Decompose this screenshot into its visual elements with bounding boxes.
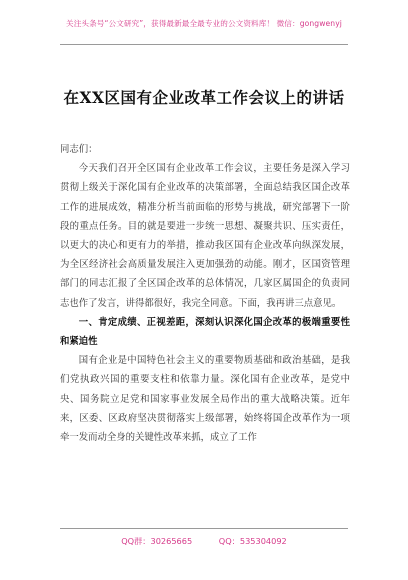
salutation: 同志们： [60,144,98,155]
document-body [60,140,350,447]
footer-qq: QQ：535304092 [218,536,287,546]
header-promo-note: 关注头条号“公文研究”，获得最新最全最专业的公文资料库！ 微信：gongwenyj [66,19,342,28]
paragraph-section-1: 国有企业是中国特色社会主义的重要物质基础和政治基础，是我们党执政兴国的重要支柱和依靠力量。深化国有企业改革，是党中央、国务院立足党和国家事业发展全局作出的重大战略决策。近年来，区委、区政府坚决贯彻落实上级部署，始终将国企改革作为一项牵一发而动全身的关键性改革来抓，成立了工作 [60,355,350,444]
footer-contact [0,536,408,547]
header-divider [60,44,348,45]
footer-divider [60,528,348,529]
paragraph-intro: 今天我们召开全区国有企业改革工作会议，主要任务是深入学习贯彻上级关于深化国有企业改革的决策部署，全面总结我区国企改革工作的进展成效，精准分析当前面临的形势与挑战，研究部署下一阶段的重点任务。目的就是要进一步统一思想、凝聚共识、压实责任，以更大的决心和更有力的举措，推动我区国有企业改革向纵深发展，为全区经济社会高质量发展注入更加强劲的动能。刚才，区国资管理部门的同志汇报了全区国企改革的总体情况，几家区属国企的负责同志也作了发言，讲得都很好，我完全同意。下面，我再讲三点意见。 [60,163,350,309]
section-heading-1: 一、肯定成绩、正视差距，深刻认识深化国企改革的极端重要性和紧迫性 [60,316,350,348]
footer-qq-group: QQ群：30265665 [121,536,193,546]
document-title: 在XX区国有企业改革工作会议上的讲话 [63,88,345,107]
